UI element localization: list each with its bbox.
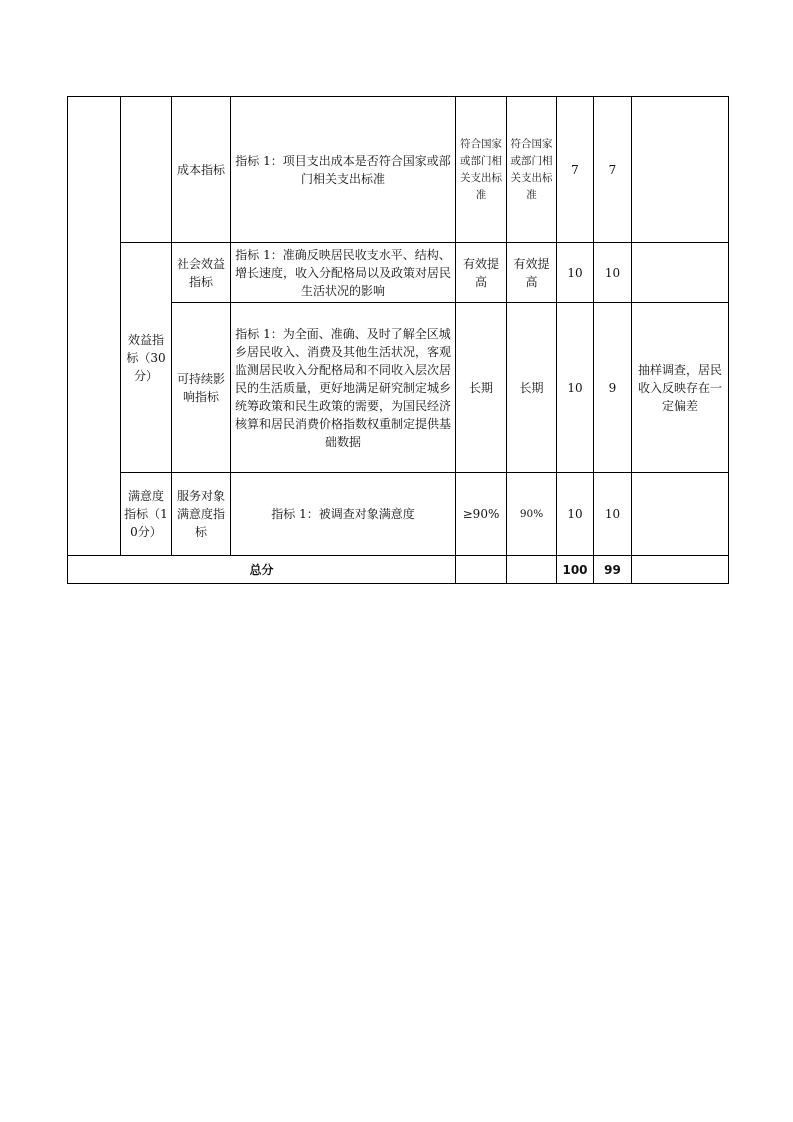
total-score: 99 [594,556,632,584]
weight-cell: 10 [557,303,594,473]
total-label: 总分 [68,556,456,584]
second-level-indicator-cell [121,97,172,243]
third-level-indicator-cell: 社会效益指标 [172,243,231,303]
total-note-cell [632,556,729,584]
score-cell: 10 [594,243,632,303]
weight-cell: 10 [557,243,594,303]
annual-target-cell: 符合国家或部门相关支出标准 [456,97,507,243]
note-cell: 抽样调查，居民收入反映存在一定偏差 [632,303,729,473]
total-row [68,556,729,584]
annual-target-cell: 长期 [456,303,507,473]
indicator-description-cell: 指标 1：被调查对象满意度 [231,473,456,556]
third-level-indicator-cell: 成本指标 [172,97,231,243]
score-cell: 7 [594,97,632,243]
score-cell: 10 [594,473,632,556]
annual-target-cell: ≥90% [456,473,507,556]
actual-value-cell: 有效提高 [507,243,557,303]
actual-value-cell: 90% [507,473,557,556]
weight-cell: 7 [557,97,594,243]
indicator-description-cell: 指标 1：项目支出成本是否符合国家或部门相关支出标准 [231,97,456,243]
actual-value-cell: 长期 [507,303,557,473]
actual-value-cell: 符合国家或部门相关支出标准 [507,97,557,243]
performance-table [67,96,729,584]
table-row [68,473,729,556]
note-cell [632,473,729,556]
third-level-indicator-cell: 可持续影响指标 [172,303,231,473]
first-level-indicator-cell [68,97,121,556]
indicator-description-cell: 指标 1：为全面、准确、及时了解全区城乡居民收入、消费及其他生活状况，客观监测居民收入分配格局和不同收入层次居民的生活质量，更好地满足研究制定城乡统筹政策和民生政策的需要，为国民经济核算和居民消费价格指数权重制定提供基础数据 [231,303,456,473]
annual-target-cell: 有效提高 [456,243,507,303]
note-cell [632,97,729,243]
third-level-indicator-cell: 服务对象满意度指标 [172,473,231,556]
table-row [68,97,729,243]
total-weight: 100 [557,556,594,584]
satisfaction-group-cell: 满意度指标（10分） [121,473,172,556]
note-cell [632,243,729,303]
weight-cell: 10 [557,473,594,556]
total-actual-cell [507,556,557,584]
benefit-group-cell: 效益指标（30分） [121,243,172,473]
table-row [68,243,729,303]
total-target-cell [456,556,507,584]
indicator-description-cell: 指标 1：准确反映居民收支水平、结构、增长速度，收入分配格局以及政策对居民生活状况的影响 [231,243,456,303]
score-cell: 9 [594,303,632,473]
